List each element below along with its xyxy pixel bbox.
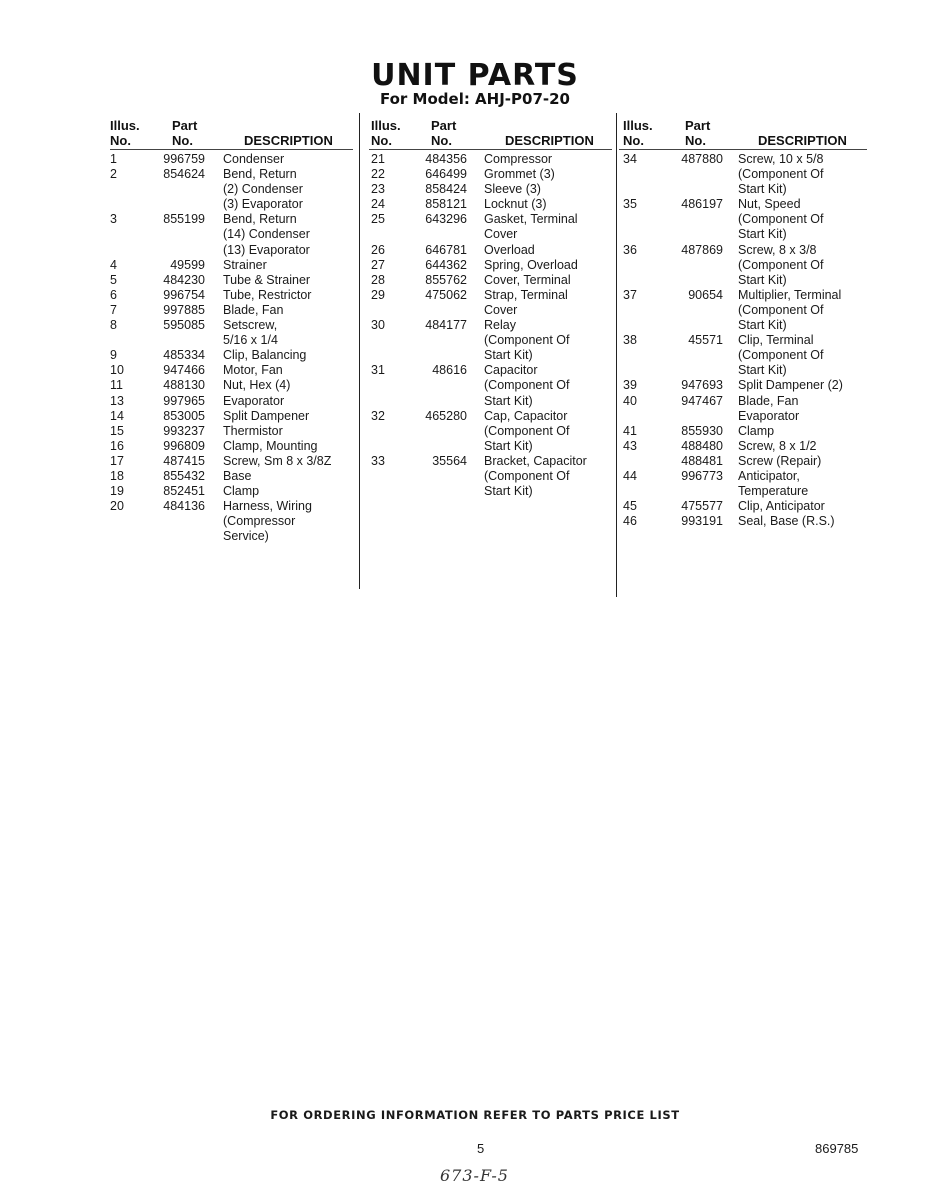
description-line: Nut, Hex (4) [223, 378, 291, 393]
part-description [738, 152, 873, 197]
description-line: Screw, Sm 8 x 3/8Z [223, 453, 332, 468]
description-line: Start Kit) [738, 272, 787, 287]
table-row [110, 348, 355, 363]
description-line: (Component Of [738, 257, 824, 272]
illus-number: 20 [110, 499, 124, 514]
part-number: 993191 [681, 514, 723, 529]
table-row [110, 454, 355, 469]
part-header: Part No. [172, 118, 198, 148]
description-line: (Compressor [223, 514, 296, 529]
description-line: Harness, Wiring [223, 499, 312, 514]
illus-number: 44 [623, 468, 637, 483]
table-row [110, 499, 355, 544]
column-divider [616, 113, 617, 597]
illus-number: 24 [371, 197, 385, 212]
part-number: 855199 [163, 212, 205, 227]
part-number: 855762 [425, 272, 467, 287]
illus-number: 22 [371, 167, 385, 182]
table-row [110, 167, 355, 212]
illus-number: 14 [110, 408, 124, 423]
table-row [110, 288, 355, 303]
description-line: Screw, 10 x 5/8 [738, 152, 824, 166]
description-line: Capacitor [484, 363, 538, 378]
description-line: Blade, Fan [738, 393, 799, 408]
part-description [738, 333, 873, 378]
part-description [223, 469, 355, 484]
column-header [623, 116, 873, 152]
table-row [623, 197, 873, 242]
description-line: Start Kit) [738, 363, 787, 378]
part-number: 996759 [163, 152, 205, 166]
part-number: 853005 [163, 408, 205, 423]
part-description [738, 288, 873, 333]
table-row [623, 333, 873, 378]
parts-list [623, 152, 873, 529]
part-description [738, 394, 873, 424]
illus-number: 7 [110, 302, 117, 317]
description-line: Strap, Terminal [484, 287, 568, 302]
description-line: Bend, Return [223, 212, 297, 227]
table-row [623, 469, 873, 499]
part-description [738, 454, 873, 469]
description-line: Cap, Capacitor [484, 408, 568, 423]
illus-number: 25 [371, 212, 385, 227]
part-description [484, 273, 614, 288]
description-line: Bend, Return [223, 167, 297, 182]
part-description [484, 454, 614, 499]
table-row [110, 439, 355, 454]
part-number: 488480 [681, 438, 723, 453]
description-line: Seal, Base (R.S.) [738, 514, 835, 529]
description-line: Setscrew, [223, 318, 278, 333]
description-line: Cover [484, 302, 518, 317]
table-row [623, 378, 873, 393]
description-line: (2) Condenser [223, 182, 303, 197]
table-row [110, 212, 355, 257]
description-line: Strainer [223, 257, 267, 272]
description-line: Locknut (3) [484, 197, 547, 212]
description-line: Start Kit) [738, 182, 787, 197]
part-number: 484136 [163, 499, 205, 514]
description-line: Tube, Restrictor [223, 287, 312, 302]
description-line: Temperature [738, 484, 809, 499]
description-line: Thermistor [223, 423, 283, 438]
illus-number: 6 [110, 287, 117, 302]
description-line: Screw, 8 x 3/8 [738, 242, 817, 257]
illus-number: 28 [371, 272, 385, 287]
part-number: 49599 [170, 257, 205, 272]
part-description [223, 363, 355, 378]
illus-number: 34 [623, 152, 637, 166]
table-row [110, 394, 355, 409]
part-description [223, 212, 355, 257]
part-description [484, 197, 614, 212]
handwritten-mark: 673-F-5 [440, 1166, 509, 1185]
illus-number: 2 [110, 167, 117, 182]
illus-number: 19 [110, 484, 124, 499]
table-row [110, 469, 355, 484]
description-line: Motor, Fan [223, 363, 283, 378]
illus-number: 37 [623, 287, 637, 302]
illus-number: 9 [110, 348, 117, 363]
table-row [110, 409, 355, 424]
part-number: 852451 [163, 484, 205, 499]
part-description [223, 258, 355, 273]
illus-number: 21 [371, 152, 385, 166]
part-description [223, 303, 355, 318]
table-row [623, 439, 873, 454]
description-line: Start Kit) [738, 318, 787, 333]
part-header: Part No. [685, 118, 711, 148]
part-number: 475577 [681, 499, 723, 514]
table-row [371, 182, 614, 197]
illus-number: 15 [110, 423, 124, 438]
table-row [371, 152, 614, 167]
part-number: 488130 [163, 378, 205, 393]
description-line: Screw (Repair) [738, 453, 822, 468]
part-description [484, 363, 614, 408]
parts-column-2 [371, 116, 614, 499]
illus-number: 46 [623, 514, 637, 529]
part-description [484, 258, 614, 273]
part-description [738, 243, 873, 288]
description-line: Clip, Terminal [738, 333, 814, 348]
description-line: Evaporator [223, 393, 285, 408]
illus-number: 43 [623, 438, 637, 453]
description-line: Anticipator, [738, 468, 800, 483]
illus-number: 23 [371, 182, 385, 197]
column-header [110, 116, 355, 152]
parts-column-1 [110, 116, 355, 544]
description-line: Screw, 8 x 1/2 [738, 438, 817, 453]
description-line: (Component Of [738, 167, 824, 182]
description-line: Clip, Anticipator [738, 499, 825, 514]
part-number: 485334 [163, 348, 205, 363]
description-line: Clamp, Mounting [223, 438, 318, 453]
description-line: Grommet (3) [484, 167, 555, 182]
part-description [223, 424, 355, 439]
parts-list [110, 152, 355, 544]
part-description [738, 197, 873, 242]
part-description [484, 243, 614, 258]
illus-number: 40 [623, 393, 637, 408]
table-row [371, 197, 614, 212]
part-number: 996809 [163, 438, 205, 453]
illus-number: 29 [371, 287, 385, 302]
part-description [223, 409, 355, 424]
illus-number: 18 [110, 468, 124, 483]
description-line: Start Kit) [738, 227, 787, 242]
part-number: 48616 [432, 363, 467, 378]
description-line: (Component Of [484, 333, 570, 348]
part-number: 997885 [163, 302, 205, 317]
table-row [110, 152, 355, 167]
header-underline [369, 149, 612, 150]
description-line: (Component Of [738, 348, 824, 363]
part-description [223, 273, 355, 288]
illus-number: 16 [110, 438, 124, 453]
part-number: 45571 [688, 333, 723, 348]
description-line: Spring, Overload [484, 257, 578, 272]
part-description [484, 152, 614, 167]
illus-number: 38 [623, 333, 637, 348]
part-number: 487869 [681, 242, 723, 257]
illus-number: 1 [110, 152, 117, 166]
part-description [484, 409, 614, 454]
part-number: 644362 [425, 257, 467, 272]
part-description [223, 318, 355, 348]
illus-number: 32 [371, 408, 385, 423]
illus-header: Illus. No. [371, 118, 401, 148]
description-line: Sleeve (3) [484, 182, 541, 197]
description-line: Clamp [738, 423, 775, 438]
illus-number: 17 [110, 453, 124, 468]
part-number: 646781 [425, 242, 467, 257]
table-row [110, 378, 355, 393]
part-number: 484356 [425, 152, 467, 166]
part-description [738, 514, 873, 529]
table-row [110, 258, 355, 273]
description-line: (Component Of [484, 468, 570, 483]
table-row [371, 454, 614, 499]
part-number: 484230 [163, 272, 205, 287]
description-line: Start Kit) [484, 438, 533, 453]
description-line: Condenser [223, 152, 285, 166]
table-row [110, 363, 355, 378]
illus-number: 41 [623, 423, 637, 438]
part-number: 947467 [681, 393, 723, 408]
part-number: 595085 [163, 318, 205, 333]
table-row [371, 258, 614, 273]
table-row [110, 424, 355, 439]
description-line: (Component Of [484, 423, 570, 438]
column-divider [359, 113, 360, 589]
description-line: (Component Of [484, 378, 570, 393]
table-row [371, 318, 614, 363]
description-line: Clamp [223, 484, 260, 499]
column-header [371, 116, 614, 152]
table-row [623, 454, 873, 469]
description-line: Compressor [484, 152, 553, 166]
part-description [484, 212, 614, 242]
parts-list [371, 152, 614, 499]
table-row [371, 212, 614, 242]
description-line: (Component Of [738, 212, 824, 227]
description-line: Start Kit) [484, 348, 533, 363]
part-description [223, 378, 355, 393]
illus-header: Illus. No. [623, 118, 653, 148]
description-header: DESCRIPTION [244, 133, 333, 148]
part-number: 993237 [163, 423, 205, 438]
illus-number: 26 [371, 242, 385, 257]
illus-number: 13 [110, 393, 124, 408]
illus-number: 30 [371, 318, 385, 333]
table-row [371, 243, 614, 258]
part-number: 646499 [425, 167, 467, 182]
description-line: Clip, Balancing [223, 348, 307, 363]
part-description [223, 499, 355, 544]
illus-number: 8 [110, 318, 117, 333]
table-row [623, 394, 873, 424]
part-number: 475062 [425, 287, 467, 302]
part-description [738, 499, 873, 514]
illus-number: 10 [110, 363, 124, 378]
part-number: 855930 [681, 423, 723, 438]
part-description [484, 288, 614, 318]
part-description [484, 167, 614, 182]
header-underline [619, 149, 867, 150]
part-number: 488481 [681, 453, 723, 468]
table-row [110, 273, 355, 288]
part-number: 947693 [681, 378, 723, 393]
description-line: Start Kit) [484, 393, 533, 408]
illus-number: 35 [623, 197, 637, 212]
table-row [623, 152, 873, 197]
part-number: 858121 [425, 197, 467, 212]
part-number: 35564 [432, 453, 467, 468]
part-description [738, 424, 873, 439]
table-row [110, 303, 355, 318]
part-description [223, 152, 355, 167]
part-number: 487880 [681, 152, 723, 166]
table-row [623, 499, 873, 514]
part-number: 855432 [163, 468, 205, 483]
model-subtitle: For Model: AHJ-P07-20 [379, 90, 570, 108]
part-number: 858424 [425, 182, 467, 197]
part-description [223, 348, 355, 363]
page-title: UNIT PARTS [371, 58, 579, 93]
part-number: 996754 [163, 287, 205, 302]
header-underline [110, 149, 353, 150]
part-description [223, 484, 355, 499]
part-description [223, 454, 355, 469]
description-line: Tube & Strainer [223, 272, 311, 287]
table-row [371, 167, 614, 182]
description-line: Gasket, Terminal [484, 212, 578, 227]
description-line: Split Dampener [223, 408, 310, 423]
illus-number: 5 [110, 272, 117, 287]
description-line: Overload [484, 242, 535, 257]
illus-number: 11 [110, 378, 123, 393]
document-number: 869785 [815, 1141, 859, 1156]
part-header: Part No. [431, 118, 457, 148]
part-description [484, 182, 614, 197]
part-number: 996773 [681, 468, 723, 483]
illus-number: 4 [110, 257, 117, 272]
description-line: (3) Evaporator [223, 197, 303, 212]
part-description [484, 318, 614, 363]
description-line: Cover, Terminal [484, 272, 571, 287]
table-row [371, 363, 614, 408]
part-number: 465280 [425, 408, 467, 423]
illus-number: 39 [623, 378, 637, 393]
illus-header: Illus. No. [110, 118, 140, 148]
description-line: Multiplier, Terminal [738, 287, 842, 302]
description-line: (Component Of [738, 302, 824, 317]
table-row [623, 288, 873, 333]
part-number: 487415 [163, 453, 205, 468]
description-line: 5/16 x 1/4 [223, 333, 278, 348]
description-line: Cover [484, 227, 518, 242]
table-row [110, 318, 355, 348]
part-number: 484177 [425, 318, 467, 333]
part-description [738, 469, 873, 499]
page-number: 5 [477, 1141, 485, 1156]
description-line: Split Dampener (2) [738, 378, 843, 393]
part-number: 486197 [681, 197, 723, 212]
illus-number: 45 [623, 499, 637, 514]
description-header: DESCRIPTION [758, 133, 847, 148]
table-row [110, 484, 355, 499]
parts-column-3 [623, 116, 873, 529]
part-description [223, 439, 355, 454]
table-row [371, 273, 614, 288]
ordering-note: FOR ORDERING INFORMATION REFER TO PARTS PRICE LIST [270, 1108, 680, 1122]
description-line: (14) Condenser [223, 227, 310, 242]
part-number: 90654 [688, 287, 723, 302]
part-number: 997965 [163, 393, 205, 408]
part-number: 947466 [163, 363, 205, 378]
part-description [223, 288, 355, 303]
part-description [738, 378, 873, 393]
description-line: Nut, Speed [738, 197, 801, 212]
part-description [223, 167, 355, 212]
table-row [623, 424, 873, 439]
description-line: Relay [484, 318, 516, 333]
description-line: Service) [223, 529, 269, 544]
part-number: 854624 [163, 167, 205, 182]
illus-number: 36 [623, 242, 637, 257]
description-line: Base [223, 468, 252, 483]
table-row [371, 288, 614, 318]
description-line: Evaporator [738, 408, 800, 423]
illus-number: 3 [110, 212, 117, 227]
description-line: Start Kit) [484, 484, 533, 499]
description-line: Bracket, Capacitor [484, 453, 587, 468]
part-description [223, 394, 355, 409]
table-row [623, 243, 873, 288]
table-row [623, 514, 873, 529]
part-number: 643296 [425, 212, 467, 227]
illus-number: 31 [371, 363, 385, 378]
description-header: DESCRIPTION [505, 133, 594, 148]
part-description [738, 439, 873, 454]
illus-number: 27 [371, 257, 385, 272]
description-line: Blade, Fan [223, 302, 284, 317]
description-line: (13) Evaporator [223, 242, 310, 257]
illus-number: 33 [371, 453, 385, 468]
table-row [371, 409, 614, 454]
